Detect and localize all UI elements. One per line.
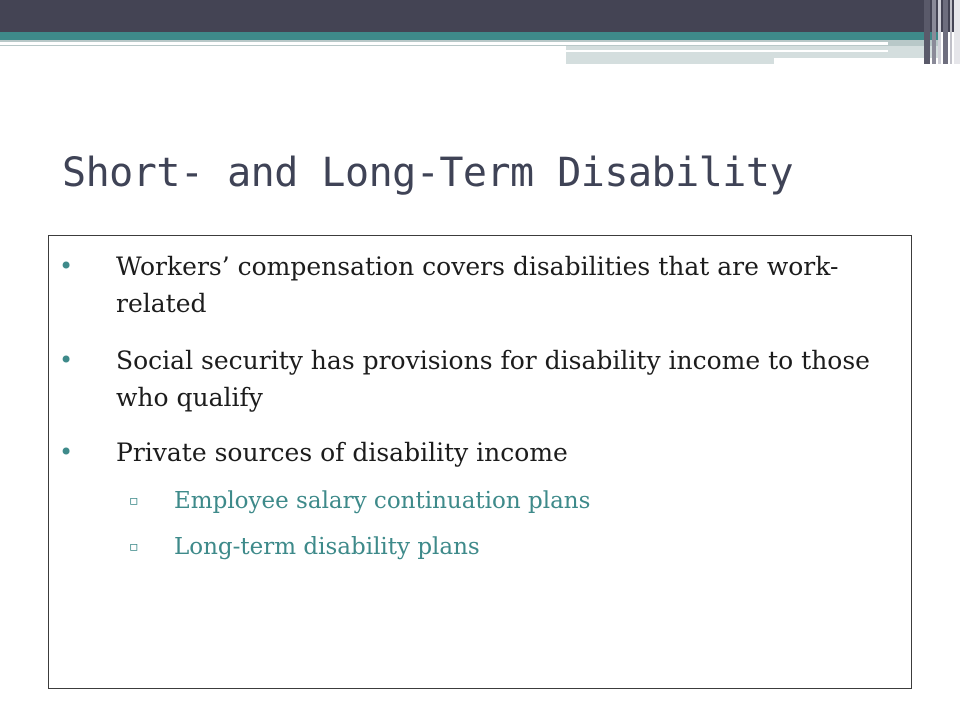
top-divider-line-short xyxy=(566,50,888,52)
bullet-text: Private sources of disability income xyxy=(116,438,568,467)
bullet-dot-icon: • xyxy=(59,346,74,374)
bullet-item xyxy=(49,248,879,324)
top-teal-bar xyxy=(0,32,940,40)
square-bullet-icon: ▫ xyxy=(129,493,139,509)
square-bullet-icon: ▫ xyxy=(129,539,139,555)
bullet-item xyxy=(49,434,879,472)
bullet-text: Social security has provisions for disability income to those who qualify xyxy=(116,346,870,412)
top-grey-block-left xyxy=(566,46,774,64)
top-dark-bar xyxy=(0,0,960,32)
top-divider-line xyxy=(0,42,888,45)
sub-bullet-text: Long-term disability plans xyxy=(174,534,480,560)
slide-title: Short- and Long-Term Disability xyxy=(62,150,794,196)
bullet-dot-icon: • xyxy=(59,438,74,466)
content-box xyxy=(48,235,912,689)
top-grey-block-right xyxy=(774,46,940,58)
corner-stripes xyxy=(924,0,960,64)
bullet-text: Workers’ compensation covers disabilities that are work-related xyxy=(116,252,839,318)
sub-bullet-text: Employee salary continuation plans xyxy=(174,488,591,514)
bullet-dot-icon: • xyxy=(59,252,74,280)
bullet-item xyxy=(49,342,879,418)
